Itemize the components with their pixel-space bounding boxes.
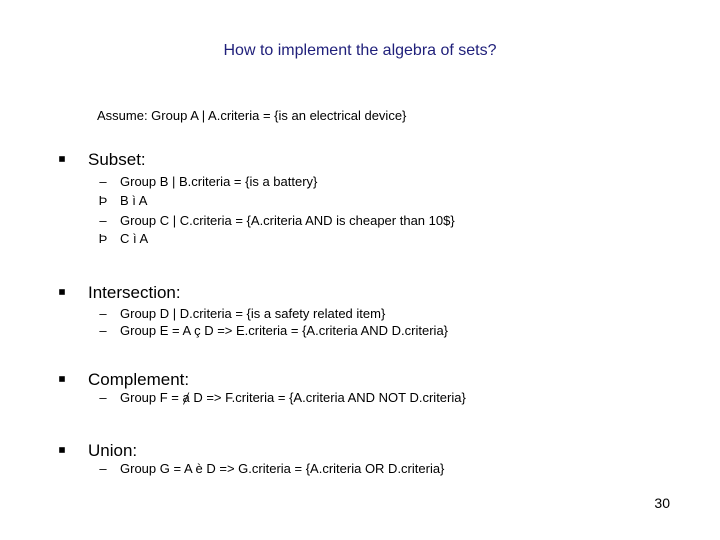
section-heading: Subset: [88, 150, 146, 169]
page-number: 30 [654, 495, 670, 511]
slide-title: How to implement the algebra of sets? [223, 42, 497, 59]
list-item [0, 174, 720, 192]
square-bullet-icon [59, 289, 65, 295]
list-item [0, 323, 720, 341]
square-bullet-icon [59, 447, 65, 453]
list-item-text: Group D | D.criteria = {is a safety related item} [120, 306, 386, 321]
section-heading: Complement: [88, 370, 190, 389]
square-bullet-icon [59, 376, 65, 382]
dash-marker: – [99, 213, 107, 228]
dash-marker: – [99, 390, 107, 405]
list-item-text: B ì A [120, 193, 148, 208]
list-item-text: Group C | C.criteria = {A.criteria AND is cheaper than 10$} [120, 213, 455, 228]
list-item [0, 461, 720, 479]
section-heading: Intersection: [88, 283, 181, 302]
list-item-text: Group E = A ç D => E.criteria = {A.criteria AND D.criteria} [120, 323, 449, 338]
list-item-text: Group F = ⱥ D => F.criteria = {A.criteria AND NOT D.criteria} [120, 390, 466, 405]
dash-marker: – [99, 306, 107, 321]
dash-marker: – [99, 461, 107, 476]
list-item [0, 231, 720, 249]
list-item [0, 306, 720, 324]
dash-marker: – [99, 174, 107, 189]
list-item-text: Group G = A è D => G.criteria = {A.criteria OR D.criteria} [120, 461, 445, 476]
list-item-text: C ì A [120, 231, 149, 246]
implies-marker: Þ [98, 193, 108, 208]
list-item [0, 193, 720, 211]
implies-marker: Þ [98, 231, 108, 246]
dash-marker: – [99, 323, 107, 338]
list-item-text: Group B | B.criteria = {is a battery} [120, 174, 318, 189]
assumption-text: Assume: Group A | A.criteria = {is an electrical device} [97, 108, 407, 123]
section-heading: Union: [88, 441, 138, 460]
square-bullet-icon [59, 156, 65, 162]
list-item [0, 390, 720, 408]
list-item [0, 213, 720, 231]
